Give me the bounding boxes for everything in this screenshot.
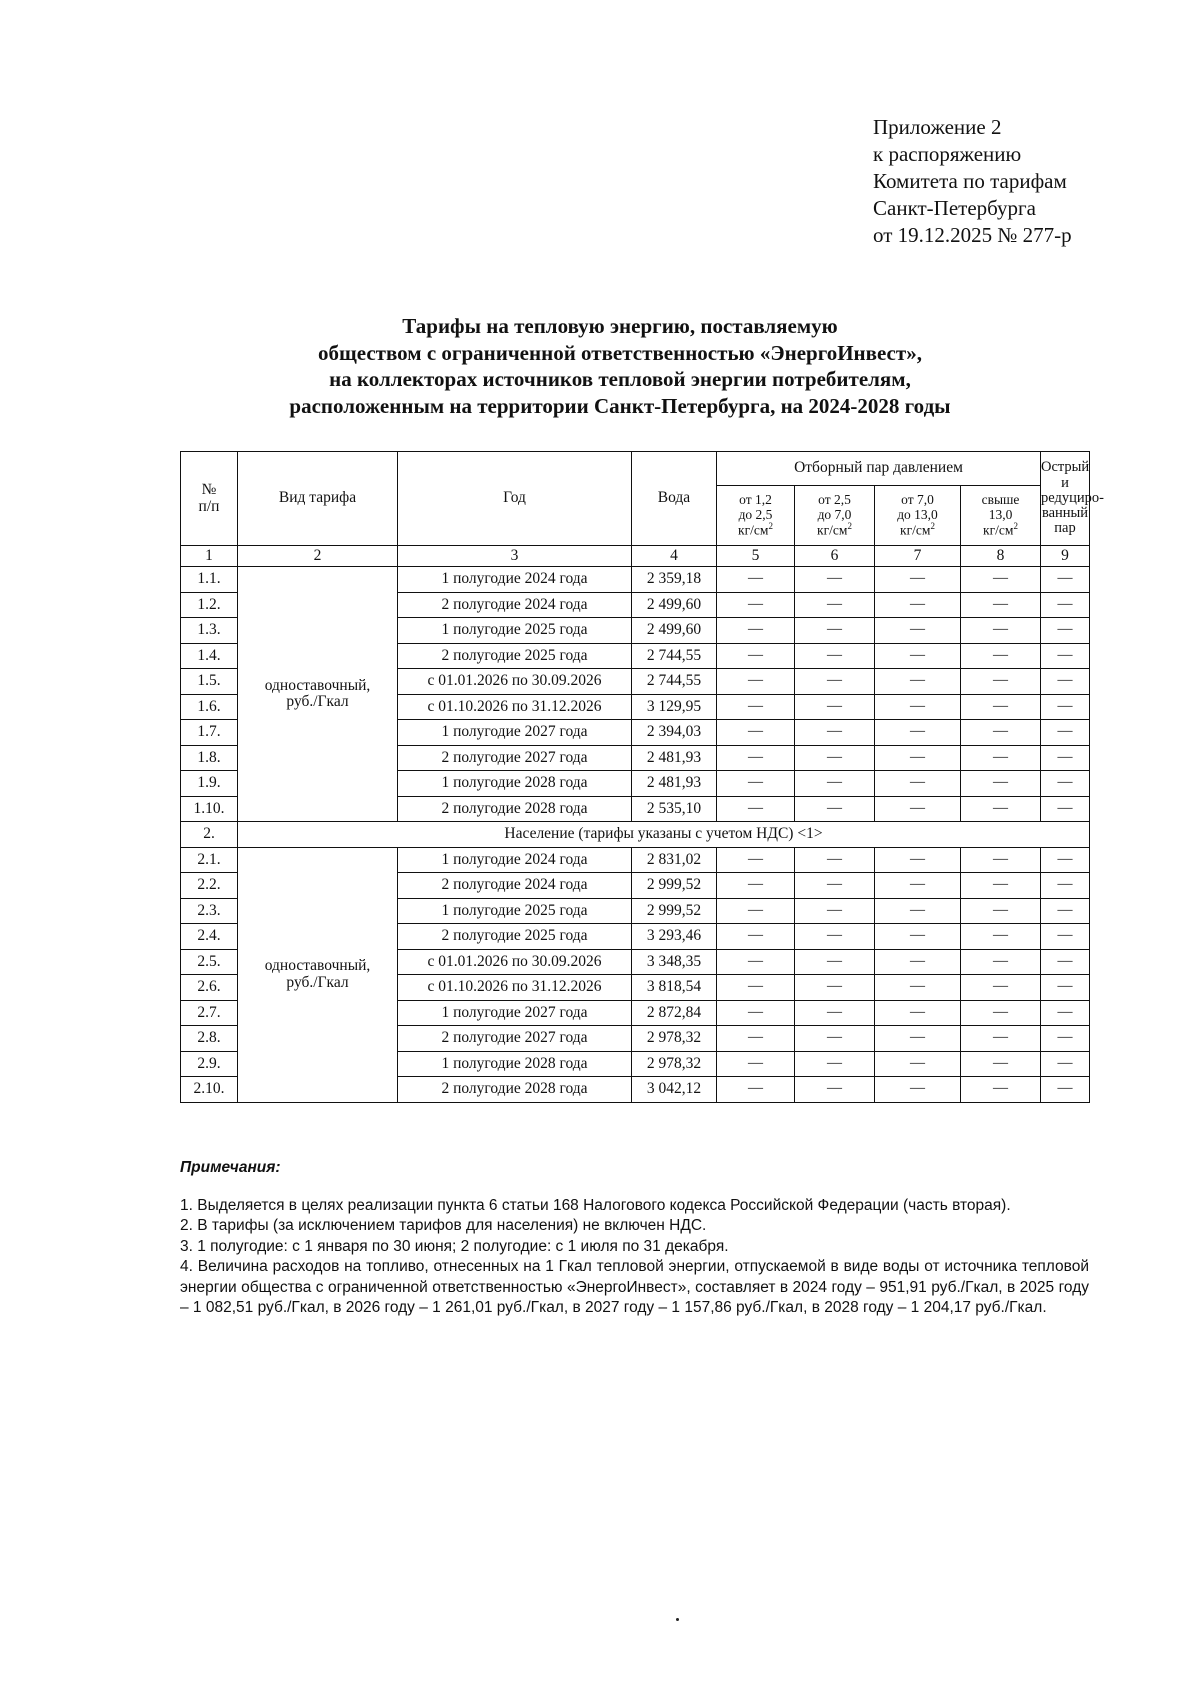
notes-block xyxy=(180,1158,1089,1319)
empty-tariff-dash: — xyxy=(961,694,1041,720)
row-number: 2.1. xyxy=(181,847,238,873)
empty-tariff-dash: — xyxy=(875,1000,961,1026)
row-number: 1.4. xyxy=(181,643,238,669)
empty-tariff-dash: — xyxy=(1041,1000,1090,1026)
empty-tariff-dash: — xyxy=(1041,847,1090,873)
empty-tariff-dash: — xyxy=(717,643,795,669)
header-steam-group: Отборный пар давлением xyxy=(717,452,1041,486)
period-cell: 1 полугодие 2024 года xyxy=(398,847,632,873)
empty-tariff-dash: — xyxy=(717,1000,795,1026)
tariff-table xyxy=(180,451,1104,1103)
empty-tariff-dash: — xyxy=(717,873,795,899)
table-row xyxy=(181,847,1090,873)
empty-tariff-dash: — xyxy=(717,694,795,720)
empty-tariff-dash: — xyxy=(717,975,795,1001)
section-num: 2. xyxy=(181,822,238,848)
row-number: 1.3. xyxy=(181,618,238,644)
empty-tariff-dash: — xyxy=(1041,694,1090,720)
row-number: 1.10. xyxy=(181,796,238,822)
appendix-block xyxy=(873,114,1072,249)
header-year: Год xyxy=(398,452,632,546)
empty-tariff-dash: — xyxy=(795,567,875,593)
empty-tariff-dash: — xyxy=(1041,771,1090,797)
empty-tariff-dash: — xyxy=(875,720,961,746)
empty-tariff-dash: — xyxy=(795,694,875,720)
water-tariff-cell: 2 831,02 xyxy=(632,847,717,873)
empty-tariff-dash: — xyxy=(875,771,961,797)
column-number: 1 xyxy=(181,546,238,567)
note-item: 3. 1 полугодие: с 1 января по 30 июня; 2 полугодие: с 1 июля по 31 декабря. xyxy=(180,1237,729,1255)
empty-tariff-dash: — xyxy=(961,567,1041,593)
empty-tariff-dash: — xyxy=(717,924,795,950)
empty-tariff-dash: — xyxy=(795,1051,875,1077)
water-tariff-cell: 2 481,93 xyxy=(632,771,717,797)
header-pressure-1: от 1,2 до 2,5 $кг/см^2$ xyxy=(717,486,795,546)
empty-tariff-dash: — xyxy=(795,975,875,1001)
empty-tariff-dash: — xyxy=(961,592,1041,618)
tariff-type-cell: одноставочный, руб./Гкал xyxy=(238,847,398,1102)
empty-tariff-dash: — xyxy=(795,669,875,695)
period-cell: 1 полугодие 2028 года xyxy=(398,1051,632,1077)
title-line: обществом с ограниченной ответственностью «ЭнергоИнвест», xyxy=(318,340,922,365)
empty-tariff-dash: — xyxy=(961,745,1041,771)
empty-tariff-dash: — xyxy=(1041,873,1090,899)
period-cell: 1 полугодие 2027 года xyxy=(398,1000,632,1026)
empty-tariff-dash: — xyxy=(961,618,1041,644)
empty-tariff-dash: — xyxy=(961,847,1041,873)
header-tariff-type: Вид тарифа xyxy=(238,452,398,546)
header-water: Вода xyxy=(632,452,717,546)
empty-tariff-dash: — xyxy=(875,847,961,873)
section-label: Население (тарифы указаны с учетом НДС) <1> xyxy=(238,822,1090,848)
table-row xyxy=(181,567,1090,593)
empty-tariff-dash: — xyxy=(961,1051,1041,1077)
column-number-row xyxy=(181,546,1090,567)
empty-tariff-dash: — xyxy=(875,694,961,720)
water-tariff-cell: 2 978,32 xyxy=(632,1051,717,1077)
water-tariff-cell: 2 999,52 xyxy=(632,873,717,899)
period-cell: 1 полугодие 2028 года xyxy=(398,771,632,797)
empty-tariff-dash: — xyxy=(1041,720,1090,746)
water-tariff-cell: 2 499,60 xyxy=(632,618,717,644)
group1-rows xyxy=(181,567,1090,822)
empty-tariff-dash: — xyxy=(875,643,961,669)
empty-tariff-dash: — xyxy=(795,592,875,618)
water-tariff-cell: 3 042,12 xyxy=(632,1077,717,1103)
empty-tariff-dash: — xyxy=(717,949,795,975)
empty-tariff-dash: — xyxy=(717,592,795,618)
empty-tariff-dash: — xyxy=(961,1000,1041,1026)
row-number: 1.5. xyxy=(181,669,238,695)
empty-tariff-dash: — xyxy=(1041,796,1090,822)
empty-tariff-dash: — xyxy=(717,847,795,873)
water-tariff-cell: 2 359,18 xyxy=(632,567,717,593)
period-cell: 2 полугодие 2025 года xyxy=(398,643,632,669)
empty-tariff-dash: — xyxy=(717,567,795,593)
empty-tariff-dash: — xyxy=(717,745,795,771)
column-number: 3 xyxy=(398,546,632,567)
period-cell: с 01.10.2026 по 31.12.2026 xyxy=(398,694,632,720)
period-cell: 1 полугодие 2025 года xyxy=(398,898,632,924)
empty-tariff-dash: — xyxy=(875,949,961,975)
period-cell: 1 полугодие 2027 года xyxy=(398,720,632,746)
row-number: 2.9. xyxy=(181,1051,238,1077)
empty-tariff-dash: — xyxy=(717,1026,795,1052)
empty-tariff-dash: — xyxy=(717,898,795,924)
period-cell: с 01.01.2026 по 30.09.2026 xyxy=(398,949,632,975)
column-number: 6 xyxy=(795,546,875,567)
empty-tariff-dash: — xyxy=(795,898,875,924)
water-tariff-cell: 2 481,93 xyxy=(632,745,717,771)
row-number: 1.9. xyxy=(181,771,238,797)
empty-tariff-dash: — xyxy=(795,949,875,975)
header-sharp-steam: Острый и редуциро- ванный пар xyxy=(1041,452,1090,546)
note-item: 2. В тарифы (за исключением тарифов для населения) не включен НДС. xyxy=(180,1217,707,1234)
empty-tariff-dash: — xyxy=(717,669,795,695)
empty-tariff-dash: — xyxy=(1041,643,1090,669)
row-number: 1.2. xyxy=(181,592,238,618)
row-number: 2.3. xyxy=(181,898,238,924)
empty-tariff-dash: — xyxy=(795,745,875,771)
group2-rows xyxy=(181,847,1090,1102)
empty-tariff-dash: — xyxy=(1041,898,1090,924)
empty-tariff-dash: — xyxy=(795,847,875,873)
empty-tariff-dash: — xyxy=(795,643,875,669)
empty-tariff-dash: — xyxy=(1041,745,1090,771)
appendix-line: Санкт-Петербурга xyxy=(873,196,1036,220)
period-cell: с 01.10.2026 по 31.12.2026 xyxy=(398,975,632,1001)
water-tariff-cell: 3 293,46 xyxy=(632,924,717,950)
header-pressure-2: от 2,5 до 7,0 $кг/см^2$ xyxy=(795,486,875,546)
water-tariff-cell: 2 872,84 xyxy=(632,1000,717,1026)
period-cell: 2 полугодие 2027 года xyxy=(398,1026,632,1052)
period-cell: 2 полугодие 2027 года xyxy=(398,745,632,771)
title-line: Тарифы на тепловую энергию, поставляемую xyxy=(402,314,838,338)
row-number: 2.10. xyxy=(181,1077,238,1103)
column-number: 8 xyxy=(961,546,1041,567)
empty-tariff-dash: — xyxy=(961,949,1041,975)
water-tariff-cell: 3 129,95 xyxy=(632,694,717,720)
empty-tariff-dash: — xyxy=(1041,949,1090,975)
empty-tariff-dash: — xyxy=(795,720,875,746)
empty-tariff-dash: — xyxy=(1041,592,1090,618)
empty-tariff-dash: — xyxy=(961,1077,1041,1103)
note-item: 4. Величина расходов на топливо, отнесенных на 1 Гкал тепловой энергии, отпускаемой в виде воды от источника тепловой энергии общества с ограниченной ответственностью «ЭнергоИнвест», составляет в 2024 году – 951,91 руб./Гкал, в 2025 году – 1 082,51 руб./Гкал, в 2026 году – 1 261,01 руб./Гкал, в 2027 году – 1 157,86 руб./Гкал, в 2028 году – 1 204,17 руб./Гкал. xyxy=(180,1258,1089,1316)
period-cell: 1 полугодие 2025 года xyxy=(398,618,632,644)
empty-tariff-dash: — xyxy=(875,745,961,771)
water-tariff-cell: 2 394,03 xyxy=(632,720,717,746)
note-item: 1. Выделяется в целях реализации пункта 6 статьи 168 Налогового кодекса Российской Федерации (часть вторая). xyxy=(180,1196,1011,1214)
empty-tariff-dash: — xyxy=(795,924,875,950)
period-cell: с 01.01.2026 по 30.09.2026 xyxy=(398,669,632,695)
row-number: 1.6. xyxy=(181,694,238,720)
appendix-line: к распоряжению xyxy=(873,142,1022,166)
row-number: 2.8. xyxy=(181,1026,238,1052)
empty-tariff-dash: — xyxy=(1041,1077,1090,1103)
empty-tariff-dash: — xyxy=(961,873,1041,899)
empty-tariff-dash: — xyxy=(1041,1051,1090,1077)
empty-tariff-dash: — xyxy=(875,975,961,1001)
empty-tariff-dash: — xyxy=(1041,1026,1090,1052)
empty-tariff-dash: — xyxy=(1041,669,1090,695)
empty-tariff-dash: — xyxy=(875,1077,961,1103)
empty-tariff-dash: — xyxy=(961,924,1041,950)
empty-tariff-dash: — xyxy=(875,618,961,644)
row-number: 2.5. xyxy=(181,949,238,975)
empty-tariff-dash: — xyxy=(717,720,795,746)
empty-tariff-dash: — xyxy=(717,771,795,797)
empty-tariff-dash: — xyxy=(875,669,961,695)
period-cell: 2 полугодие 2028 года xyxy=(398,1077,632,1103)
empty-tariff-dash: — xyxy=(717,796,795,822)
empty-tariff-dash: — xyxy=(961,975,1041,1001)
column-number: 9 xyxy=(1041,546,1090,567)
period-cell: 1 полугодие 2024 года xyxy=(398,567,632,593)
water-tariff-cell: 2 978,32 xyxy=(632,1026,717,1052)
row-number: 1.1. xyxy=(181,567,238,593)
empty-tariff-dash: — xyxy=(795,1000,875,1026)
appendix-line: от 19.12.2025 № 277-р xyxy=(873,223,1072,247)
empty-tariff-dash: — xyxy=(1041,618,1090,644)
empty-tariff-dash: — xyxy=(875,567,961,593)
empty-tariff-dash: — xyxy=(961,771,1041,797)
column-number: 7 xyxy=(875,546,961,567)
empty-tariff-dash: — xyxy=(1041,924,1090,950)
water-tariff-cell: 2 535,10 xyxy=(632,796,717,822)
appendix-line: Комитета по тарифам xyxy=(873,169,1067,193)
empty-tariff-dash: — xyxy=(875,873,961,899)
empty-tariff-dash: — xyxy=(961,669,1041,695)
empty-tariff-dash: — xyxy=(795,771,875,797)
title-line: на коллекторах источников тепловой энергии потребителям, xyxy=(329,367,911,391)
header-num: № п/п xyxy=(181,452,238,546)
row-number: 2.6. xyxy=(181,975,238,1001)
header-pressure-4: свыше 13,0 $кг/см^2$ xyxy=(961,486,1041,546)
empty-tariff-dash: — xyxy=(961,1026,1041,1052)
water-tariff-cell: 2 999,52 xyxy=(632,898,717,924)
empty-tariff-dash: — xyxy=(717,1077,795,1103)
page-mark xyxy=(676,1618,679,1621)
period-cell: 2 полугодие 2028 года xyxy=(398,796,632,822)
empty-tariff-dash: — xyxy=(875,796,961,822)
empty-tariff-dash: — xyxy=(795,873,875,899)
water-tariff-cell: 2 744,55 xyxy=(632,643,717,669)
empty-tariff-dash: — xyxy=(795,1077,875,1103)
empty-tariff-dash: — xyxy=(961,796,1041,822)
water-tariff-cell: 3 818,54 xyxy=(632,975,717,1001)
appendix-line: Приложение 2 xyxy=(873,115,1002,139)
empty-tariff-dash: — xyxy=(795,618,875,644)
tariff-type-cell: одноставочный, руб./Гкал xyxy=(238,567,398,822)
notes-heading: Примечания: xyxy=(180,1159,281,1176)
column-number: 4 xyxy=(632,546,717,567)
water-tariff-cell: 3 348,35 xyxy=(632,949,717,975)
row-number: 2.4. xyxy=(181,924,238,950)
row-number: 1.7. xyxy=(181,720,238,746)
empty-tariff-dash: — xyxy=(717,618,795,644)
empty-tariff-dash: — xyxy=(961,643,1041,669)
empty-tariff-dash: — xyxy=(717,1051,795,1077)
period-cell: 2 полугодие 2024 года xyxy=(398,592,632,618)
row-number: 2.7. xyxy=(181,1000,238,1026)
column-number: 2 xyxy=(238,546,398,567)
empty-tariff-dash: — xyxy=(875,898,961,924)
section-row xyxy=(181,822,1090,848)
empty-tariff-dash: — xyxy=(875,1051,961,1077)
header-pressure-3: от 7,0 до 13,0 $кг/см^2$ xyxy=(875,486,961,546)
period-cell: 2 полугодие 2025 года xyxy=(398,924,632,950)
empty-tariff-dash: — xyxy=(961,720,1041,746)
water-tariff-cell: 2 499,60 xyxy=(632,592,717,618)
empty-tariff-dash: — xyxy=(961,898,1041,924)
empty-tariff-dash: — xyxy=(795,1026,875,1052)
title-line: расположенным на территории Санкт-Петербурга, на 2024-2028 годы xyxy=(289,393,951,418)
row-number: 2.2. xyxy=(181,873,238,899)
period-cell: 2 полугодие 2024 года xyxy=(398,873,632,899)
empty-tariff-dash: — xyxy=(1041,567,1090,593)
column-number: 5 xyxy=(717,546,795,567)
document-title xyxy=(180,313,1060,419)
row-number: 1.8. xyxy=(181,745,238,771)
empty-tariff-dash: — xyxy=(1041,975,1090,1001)
empty-tariff-dash: — xyxy=(875,592,961,618)
empty-tariff-dash: — xyxy=(875,1026,961,1052)
water-tariff-cell: 2 744,55 xyxy=(632,669,717,695)
empty-tariff-dash: — xyxy=(795,796,875,822)
empty-tariff-dash: — xyxy=(875,924,961,950)
